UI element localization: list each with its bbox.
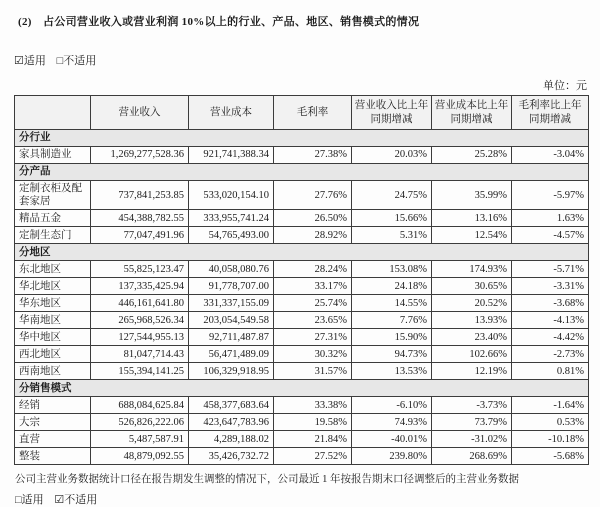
row-label: 华南地区 — [15, 312, 91, 329]
cell-cost-yoy-change: -3.73% — [432, 397, 512, 414]
cell-cost-yoy-change: 13.16% — [432, 210, 512, 227]
cell-margin-yoy-change: -2.73% — [512, 346, 589, 363]
revenue-breakdown-table — [14, 95, 589, 465]
cell-cost-yoy-change: -31.02% — [432, 431, 512, 448]
not-applicable-checkbox-unchecked: □不适用 — [56, 55, 97, 67]
table-row — [15, 147, 589, 164]
cell-gross-margin: 27.38% — [274, 147, 352, 164]
cell-revenue: 265,968,526.34 — [91, 312, 189, 329]
cell-revenue-yoy-change: 24.75% — [352, 181, 432, 210]
cell-margin-yoy-change: -5.68% — [512, 448, 589, 465]
cell-gross-margin: 33.38% — [274, 397, 352, 414]
cell-gross-margin: 27.31% — [274, 329, 352, 346]
cell-cost: 35,426,732.72 — [189, 448, 274, 465]
row-label: 西南地区 — [15, 363, 91, 380]
cell-gross-margin: 23.65% — [274, 312, 352, 329]
cell-margin-yoy-change: -1.64% — [512, 397, 589, 414]
footnote-text: 公司主营业务数据统计口径在报告期发生调整的情况下，公司最近 1 年按报告期末口径调整后的主营业务数据 — [15, 474, 519, 486]
applicable-checkbox-unchecked: □适用 — [15, 494, 44, 507]
section-label: 分行业 — [15, 130, 589, 147]
table-row — [15, 363, 589, 380]
cell-margin-yoy-change: 1.63% — [512, 210, 589, 227]
header-category — [15, 96, 91, 130]
cell-revenue-yoy-change: 15.90% — [352, 329, 432, 346]
table-row — [15, 181, 589, 210]
cell-cost: 423,647,783.96 — [189, 414, 274, 431]
cell-revenue: 454,388,782.55 — [91, 210, 189, 227]
header-revenue: 营业收入 — [91, 96, 189, 130]
section-label: 分地区 — [15, 244, 589, 261]
cell-revenue-yoy-change: 153.08% — [352, 261, 432, 278]
cell-cost-yoy-change: 102.66% — [432, 346, 512, 363]
cell-cost-yoy-change: 25.28% — [432, 147, 512, 164]
cell-revenue-yoy-change: -6.10% — [352, 397, 432, 414]
row-label: 定制生态门 — [15, 227, 91, 244]
table-row — [15, 295, 589, 312]
cell-cost-yoy-change: 268.69% — [432, 448, 512, 465]
cell-cost-yoy-change: 174.93% — [432, 261, 512, 278]
cell-cost: 40,058,080.76 — [189, 261, 274, 278]
cell-margin-yoy-change: -4.57% — [512, 227, 589, 244]
header-cost: 营业成本 — [189, 96, 274, 130]
header-margin-yoy: 毛利率比上年同期增减 — [512, 96, 589, 130]
cell-margin-yoy-change: 0.81% — [512, 363, 589, 380]
cell-gross-margin: 28.92% — [274, 227, 352, 244]
cell-revenue: 688,084,625.84 — [91, 397, 189, 414]
cell-gross-margin: 27.76% — [274, 181, 352, 210]
cell-revenue: 526,826,222.06 — [91, 414, 189, 431]
cell-gross-margin: 21.84% — [274, 431, 352, 448]
cell-revenue: 5,487,587.91 — [91, 431, 189, 448]
row-label: 整装 — [15, 448, 91, 465]
cell-revenue: 155,394,141.25 — [91, 363, 189, 380]
cell-gross-margin: 28.24% — [274, 261, 352, 278]
cell-gross-margin: 33.17% — [274, 278, 352, 295]
cell-cost-yoy-change: 12.19% — [432, 363, 512, 380]
cell-revenue-yoy-change: 7.76% — [352, 312, 432, 329]
cell-cost: 54,765,493.00 — [189, 227, 274, 244]
header-gross-margin: 毛利率 — [274, 96, 352, 130]
cell-revenue: 77,047,491.96 — [91, 227, 189, 244]
cell-margin-yoy-change: 0.53% — [512, 414, 589, 431]
cell-cost: 56,471,489.09 — [189, 346, 274, 363]
cell-cost: 92,711,487.87 — [189, 329, 274, 346]
cell-gross-margin: 31.57% — [274, 363, 352, 380]
cell-cost: 106,329,918.95 — [189, 363, 274, 380]
cell-margin-yoy-change: -5.71% — [512, 261, 589, 278]
cell-cost-yoy-change: 23.40% — [432, 329, 512, 346]
cell-revenue-yoy-change: 13.53% — [352, 363, 432, 380]
table-header-row — [15, 96, 589, 130]
cell-revenue: 1,269,277,528.36 — [91, 147, 189, 164]
table-row — [15, 329, 589, 346]
cell-cost: 203,054,549.58 — [189, 312, 274, 329]
cell-cost: 333,955,741.24 — [189, 210, 274, 227]
cell-gross-margin: 25.74% — [274, 295, 352, 312]
cell-margin-yoy-change: -3.31% — [512, 278, 589, 295]
row-label: 精品五金 — [15, 210, 91, 227]
header-revenue-yoy: 营业收入比上年同期增减 — [352, 96, 432, 130]
row-label: 华中地区 — [15, 329, 91, 346]
cell-revenue-yoy-change: 74.93% — [352, 414, 432, 431]
cell-margin-yoy-change: -3.68% — [512, 295, 589, 312]
table-row — [15, 346, 589, 363]
row-label: 东北地区 — [15, 261, 91, 278]
table-row — [15, 210, 589, 227]
cell-cost: 91,778,707.00 — [189, 278, 274, 295]
cell-cost-yoy-change: 12.54% — [432, 227, 512, 244]
header-cost-yoy: 营业成本比上年同期增减 — [432, 96, 512, 130]
section-row — [15, 164, 589, 181]
cell-cost-yoy-change: 35.99% — [432, 181, 512, 210]
cell-gross-margin: 19.58% — [274, 414, 352, 431]
cell-revenue: 55,825,123.47 — [91, 261, 189, 278]
table-row — [15, 431, 589, 448]
table-row — [15, 312, 589, 329]
section-label: 分产品 — [15, 164, 589, 181]
cell-revenue-yoy-change: 24.18% — [352, 278, 432, 295]
cell-cost: 921,741,388.34 — [189, 147, 274, 164]
section-label: 分销售模式 — [15, 380, 589, 397]
cell-cost: 533,020,154.10 — [189, 181, 274, 210]
cell-revenue: 737,841,253.85 — [91, 181, 189, 210]
section-row — [15, 244, 589, 261]
cell-cost-yoy-change: 30.65% — [432, 278, 512, 295]
cell-revenue: 81,047,714.43 — [91, 346, 189, 363]
cell-gross-margin: 26.50% — [274, 210, 352, 227]
row-label: 直营 — [15, 431, 91, 448]
cell-revenue: 48,879,092.55 — [91, 448, 189, 465]
cell-cost-yoy-change: 20.52% — [432, 295, 512, 312]
cell-margin-yoy-change: -4.42% — [512, 329, 589, 346]
cell-cost-yoy-change: 73.79% — [432, 414, 512, 431]
cell-revenue-yoy-change: 20.03% — [352, 147, 432, 164]
not-applicable-checkbox-checked: ☑不适用 — [54, 494, 98, 507]
table-row — [15, 278, 589, 295]
cell-margin-yoy-change: -3.04% — [512, 147, 589, 164]
row-label: 华东地区 — [15, 295, 91, 312]
cell-cost-yoy-change: 13.93% — [432, 312, 512, 329]
cell-cost: 4,289,188.02 — [189, 431, 274, 448]
cell-revenue-yoy-change: 15.66% — [352, 210, 432, 227]
section-row — [15, 380, 589, 397]
row-label: 西北地区 — [15, 346, 91, 363]
cell-gross-margin: 30.32% — [274, 346, 352, 363]
cell-revenue-yoy-change: 239.80% — [352, 448, 432, 465]
applicability-row-top — [14, 52, 588, 68]
row-label: 家具制造业 — [15, 147, 91, 164]
cell-margin-yoy-change: -4.13% — [512, 312, 589, 329]
cell-revenue: 446,161,641.80 — [91, 295, 189, 312]
cell-margin-yoy-change: -10.18% — [512, 431, 589, 448]
cell-revenue: 127,544,955.13 — [91, 329, 189, 346]
table-row — [15, 448, 589, 465]
section-row — [15, 130, 589, 147]
cell-revenue-yoy-change: 5.31% — [352, 227, 432, 244]
cell-gross-margin: 27.52% — [274, 448, 352, 465]
section-title: (2) 占公司营业收入或营业利润 10%以上的行业、产品、地区、销售模式的情况 — [18, 16, 420, 28]
row-label: 经销 — [15, 397, 91, 414]
cell-revenue-yoy-change: -40.01% — [352, 431, 432, 448]
cell-revenue-yoy-change: 14.55% — [352, 295, 432, 312]
cell-cost: 458,377,683.64 — [189, 397, 274, 414]
table-row — [15, 227, 589, 244]
table-row — [15, 397, 589, 414]
row-label: 大宗 — [15, 414, 91, 431]
row-label: 华北地区 — [15, 278, 91, 295]
cell-cost: 331,337,155.09 — [189, 295, 274, 312]
applicable-checkbox-checked: ☑适用 — [14, 55, 46, 67]
cell-margin-yoy-change: -5.97% — [512, 181, 589, 210]
table-row — [15, 261, 589, 278]
table-row — [15, 414, 589, 431]
applicability-row-bottom — [15, 491, 588, 507]
unit-label: 单位：元 — [543, 80, 587, 92]
cell-revenue: 137,335,425.94 — [91, 278, 189, 295]
row-label: 定制衣柜及配套家居 — [15, 181, 91, 210]
cell-revenue-yoy-change: 94.73% — [352, 346, 432, 363]
